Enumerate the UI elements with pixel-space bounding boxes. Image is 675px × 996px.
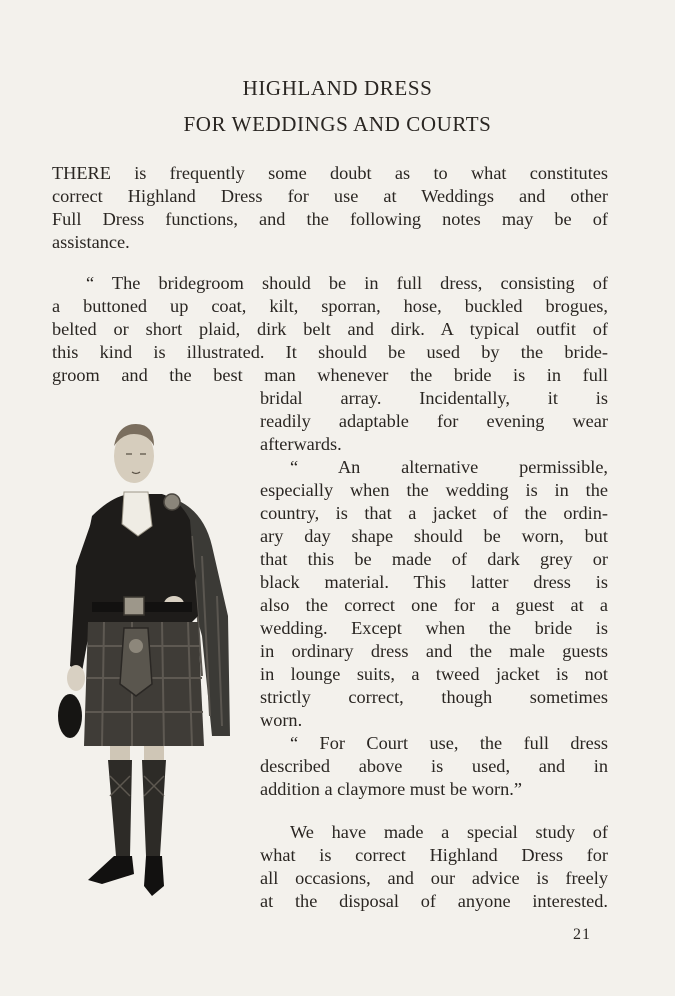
text-line: We have made a special study of: [290, 822, 608, 842]
page-number: 21: [573, 926, 591, 943]
text-line: at the disposal of anyone interested.: [260, 891, 608, 911]
text-line: worn.: [260, 710, 303, 730]
text-line: in ordinary dress and the male guests: [260, 641, 608, 661]
text-line: all occasions, and our advice is freely: [260, 868, 608, 888]
text-line: especially when the wedding is in the: [260, 480, 608, 500]
text-line: “ The bridegroom should be in full dress, consisting of: [86, 273, 608, 293]
text-line: addition a claymore must be worn.”: [260, 779, 522, 799]
text-line: bridal array. Incidentally, it is: [260, 388, 608, 408]
highland-dress-figure-illustration: [52, 416, 244, 916]
text-line: correct Highland Dress for use at Weddings and other: [52, 186, 608, 206]
text-line: black material. This latter dress is: [260, 572, 608, 592]
text-line: this kind is illustrated. It should be used by the bride-: [52, 342, 608, 362]
text-line: “ An alternative permissible,: [290, 457, 608, 477]
text-line: a buttoned up coat, kilt, sporran, hose, buckled brogues,: [52, 296, 608, 316]
text-line: also the correct one for a guest at a: [260, 595, 608, 615]
text-line: wedding. Except when the bride is: [260, 618, 608, 638]
page-title-line-1: HIGHLAND DRESS: [242, 76, 433, 100]
text-line: described above is used, and in: [260, 756, 608, 776]
text-line: groom and the best man whenever the bride is in full: [52, 365, 608, 385]
text-line: belted or short plaid, dirk belt and dirk. A typical outfit of: [52, 319, 608, 339]
text-line: what is correct Highland Dress for: [260, 845, 608, 865]
text-line: in lounge suits, a tweed jacket is not: [260, 664, 608, 684]
text-line: strictly correct, though sometimes: [260, 687, 608, 707]
page-title-line-2: FOR WEDDINGS AND COURTS: [183, 112, 492, 136]
text-line: afterwards.: [260, 434, 342, 454]
text-line: that this be made of dark grey or: [260, 549, 608, 569]
text-line: THERE is frequently some doubt as to what constitutes: [52, 163, 608, 183]
text-line: Full Dress functions, and the following notes may be of: [52, 209, 608, 229]
text-line: assistance.: [52, 232, 130, 252]
text-line: “ For Court use, the full dress: [290, 733, 608, 753]
text-line: country, is that a jacket of the ordin-: [260, 503, 608, 523]
text-line: ary day shape should be worn, but: [260, 526, 608, 546]
text-line: readily adaptable for evening wear: [260, 411, 608, 431]
